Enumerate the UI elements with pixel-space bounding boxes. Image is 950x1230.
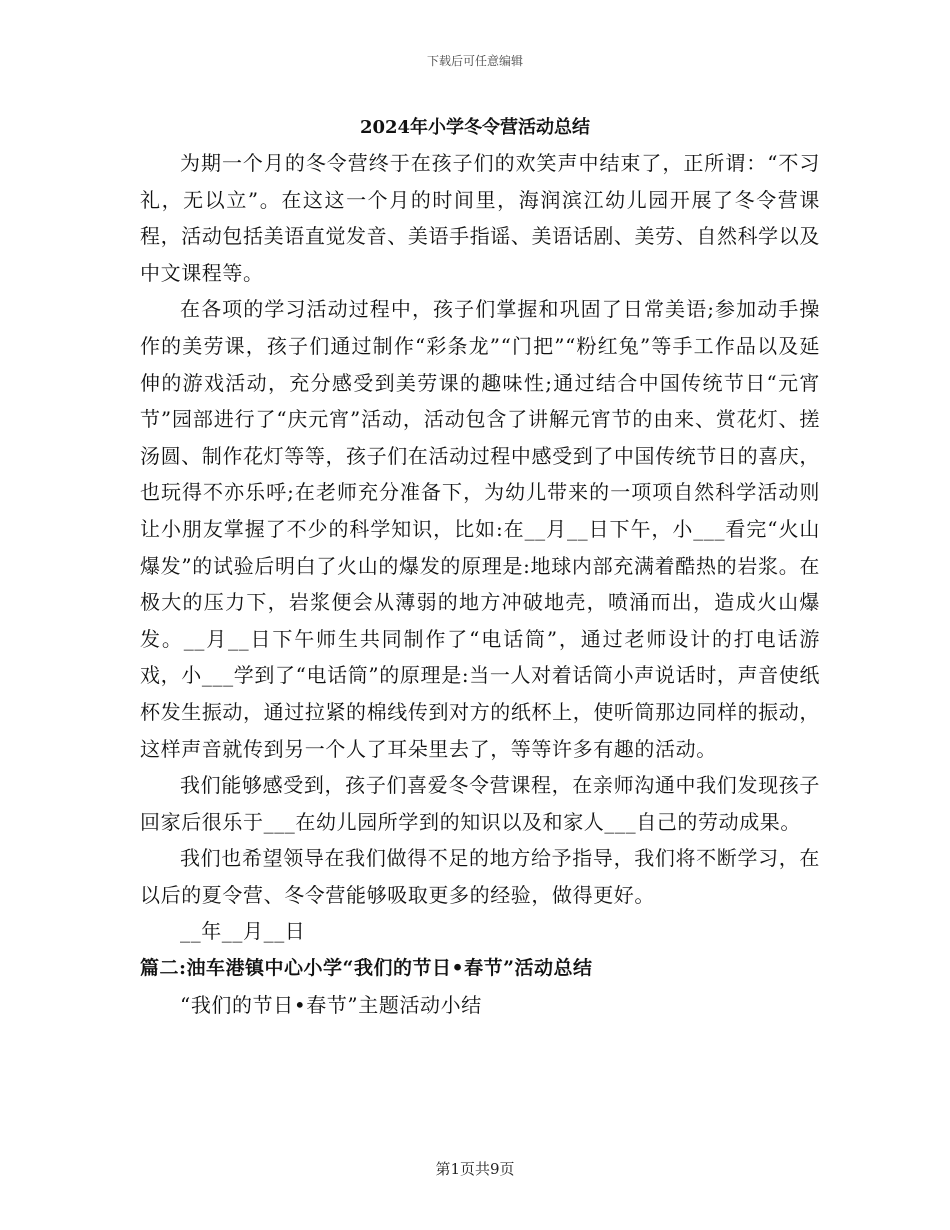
page-footer-number: 第1页共9页 bbox=[435, 1160, 515, 1178]
document-body bbox=[140, 145, 820, 1023]
page-header-note: 下载后可任意编辑 bbox=[426, 54, 523, 68]
paragraph-intro: 为期一个月的冬令营终于在孩子们的欢笑声中结束了，正所谓：“不习礼，无以立”。在这这一个月的时间里，海润滨江幼儿园开展了冬令营课程，活动包括美语直觉发音、美语手指谣、美语话剧、美劳、自然科学以及中文课程等。 bbox=[140, 151, 820, 285]
document-title: 2024年小学冬令营活动总结 bbox=[359, 117, 591, 138]
section2-subtitle: “我们的节日•春节”主题活动小结 bbox=[180, 992, 482, 1017]
section2-title: 篇二:油车港镇中心小学“我们的节日•春节”活动总结 bbox=[140, 957, 593, 980]
paragraph-activities: 在各项的学习活动过程中，孩子们掌握和巩固了日常美语;参加动手操作的美劳课，孩子们通过制作“彩条龙”“门把”“粉红兔”等手工作品以及延伸的游戏活动，充分感受到美劳课的趣味性;通过结合中国传统节日“元宵节”园部进行了“庆元宵”活动，活动包含了讲解元宵节的由来、赏花灯、搓汤圆、制作花灯等等，孩子们在活动过程中感受到了中国传统节日的喜庆，也玩得不亦乐呼;在老师充分准备下，为幼儿带来的一项项自然科学活动则让小朋友掌握了不少的科学知识，比如:在__月__日下午，小___看完“火山爆发”的试验后明白了火山的爆发的原理是:地球内部充满着酷热的岩浆。在极大的压力下，岩浆便会从薄弱的地方冲破地壳，喷涌而出，造成火山爆发。__月__日下午师生共同制作了“电话筒”，通过老师设计的打电话游戏，小___学到了“电话筒”的原理是:当一人对着话筒小声说话时，声音使纸杯发生振动，通过拉紧的棉线传到对方的纸杯上，使听筒那边同样的振动，这样声音就传到另一个人了耳朵里去了，等等许多有趣的活动。 bbox=[140, 297, 820, 761]
paragraph-date: __年__月__日 bbox=[180, 919, 306, 944]
paragraph-closing: 我们也希望领导在我们做得不足的地方给予指导，我们将不断学习，在以后的夏令营、冬令营能够吸取更多的经验，做得更好。 bbox=[140, 846, 820, 907]
paragraph-feedback: 我们能够感受到，孩子们喜爱冬令营课程，在亲师沟通中我们发现孩子回家后很乐于___在幼儿园所学到的知识以及和家人___自己的劳动成果。 bbox=[140, 773, 820, 834]
